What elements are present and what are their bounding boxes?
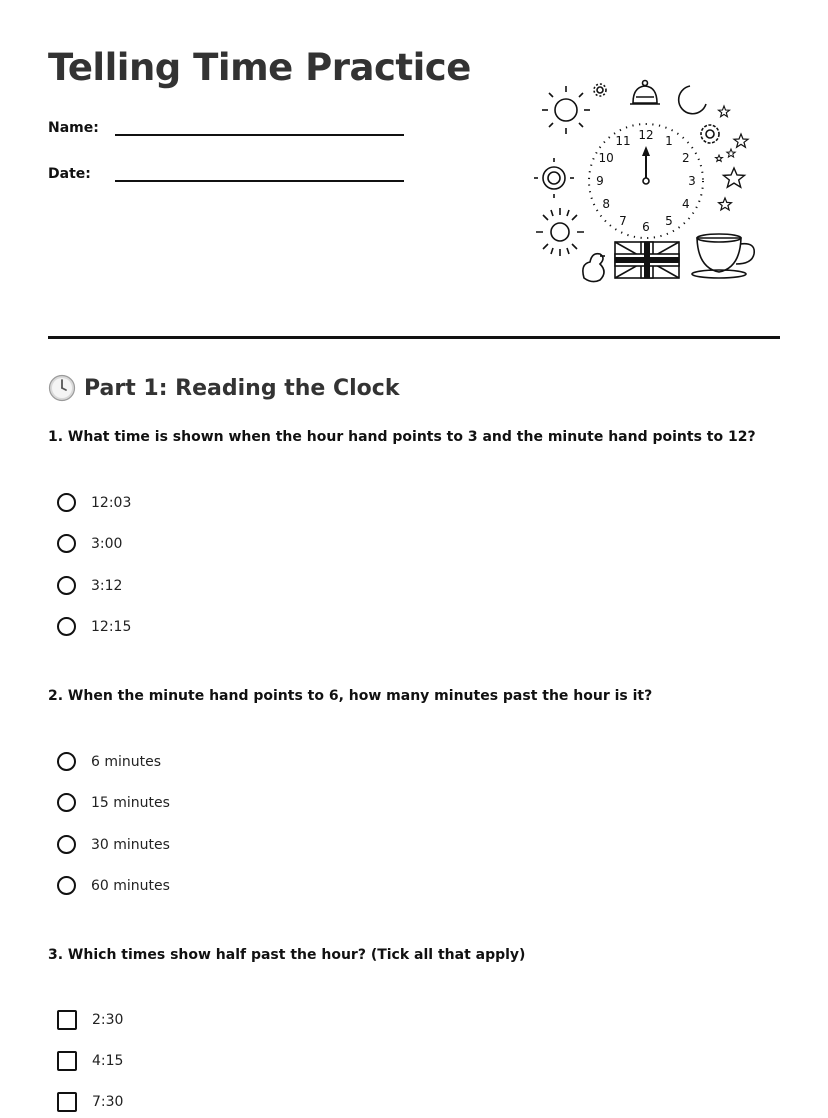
star-icon [734, 134, 748, 147]
radio-button[interactable] [57, 534, 76, 553]
clock-numeral: 4 [681, 197, 690, 211]
checkbox[interactable] [57, 1051, 77, 1071]
flower-icon [594, 84, 606, 96]
gear-sun-icon [534, 158, 574, 198]
radio-button[interactable] [57, 493, 76, 512]
star-icon [719, 198, 732, 210]
q1-option-4[interactable] [57, 617, 131, 636]
clock-numeral: 9 [596, 174, 604, 188]
sun-icon [542, 86, 590, 134]
q2-option-1[interactable] [57, 752, 161, 771]
spiky-sun-icon [536, 208, 584, 256]
bell-icon [630, 81, 660, 105]
option-label: 12:03 [91, 494, 132, 511]
q1-option-2[interactable] [57, 534, 122, 553]
option-label: 12:15 [91, 618, 132, 635]
q2-option-4[interactable] [57, 876, 170, 895]
clock-numeral: 7 [619, 213, 627, 228]
date-input-line[interactable] [115, 162, 404, 182]
clock-numeral: 2 [681, 151, 690, 165]
option-label: 7:30 [92, 1094, 124, 1110]
option-label: 6 minutes [91, 753, 162, 770]
question-2: 2. When the minute hand points to 6, how many minutes past the hour is it? [48, 688, 653, 704]
star-icon [727, 149, 735, 157]
star-icon [716, 155, 723, 161]
part1-heading: Part 1: Reading the Clock [84, 375, 400, 401]
option-label: 30 minutes [91, 836, 170, 853]
cloud-flower-icon [701, 125, 719, 143]
moon-icon [679, 86, 706, 114]
checkbox[interactable] [57, 1092, 77, 1112]
option-label: 3:00 [91, 535, 123, 552]
radio-button[interactable] [57, 576, 76, 595]
option-label: 4:15 [92, 1053, 124, 1069]
section-divider [48, 336, 780, 339]
name-field [48, 116, 404, 136]
q1-option-3[interactable] [57, 576, 122, 595]
name-input-line[interactable] [115, 116, 404, 136]
clock-numeral: 5 [665, 213, 673, 228]
teacup-icon [692, 234, 754, 278]
date-field [48, 162, 404, 182]
q3-option-2[interactable] [57, 1051, 123, 1071]
checkbox[interactable] [57, 1010, 77, 1030]
star-icon [724, 168, 745, 187]
q1-option-1[interactable] [57, 493, 131, 512]
radio-button[interactable] [57, 793, 76, 812]
part1-header [48, 374, 399, 402]
clock-numeral: 3 [688, 174, 696, 188]
option-label: 2:30 [92, 1012, 124, 1028]
radio-button[interactable] [57, 876, 76, 895]
q2-option-2[interactable] [57, 793, 170, 812]
name-label: Name: [48, 120, 99, 136]
star-icon [718, 106, 729, 117]
q3-option-1[interactable] [57, 1010, 123, 1030]
radio-button[interactable] [57, 617, 76, 636]
clock-doodles-illustration [530, 76, 766, 288]
clock-numeral: 11 [615, 134, 631, 149]
radio-button[interactable] [57, 835, 76, 854]
question-3: 3. Which times show half past the hour? (Tick all that apply) [48, 947, 526, 963]
q3-option-3[interactable] [57, 1092, 123, 1112]
clock-numeral: 6 [642, 220, 650, 234]
q2-option-3[interactable] [57, 835, 170, 854]
option-label: 3:12 [91, 577, 123, 594]
clock-numeral: 1 [665, 134, 673, 149]
date-label: Date: [48, 166, 91, 182]
clock-numeral: 8 [602, 197, 611, 211]
duck-icon [583, 254, 605, 282]
option-label: 15 minutes [91, 794, 170, 811]
clock-numeral: 12 [638, 128, 654, 142]
clock-numeral: 10 [598, 151, 614, 165]
question-1: 1. What time is shown when the hour hand points to 3 and the minute hand points to 12? [48, 429, 756, 445]
clock-icon [48, 374, 76, 402]
radio-button[interactable] [57, 752, 76, 771]
union-flag-icon [615, 242, 679, 278]
page-title: Telling Time Practice [48, 46, 471, 89]
option-label: 60 minutes [91, 877, 170, 894]
